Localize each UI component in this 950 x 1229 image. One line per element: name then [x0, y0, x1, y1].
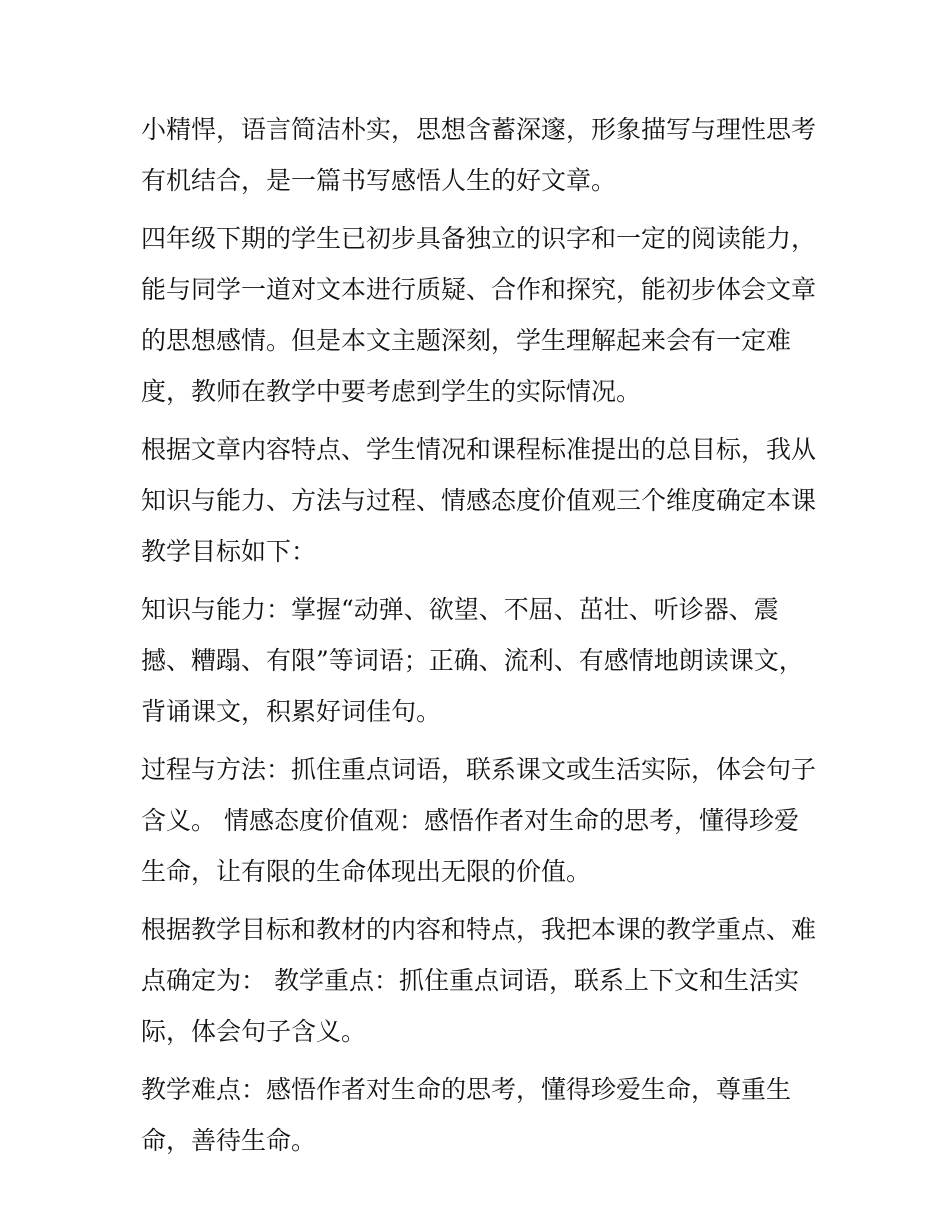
- paragraph-teaching-goals-intro: [141, 424, 821, 577]
- text-line: 教学目标如下：: [141, 537, 317, 566]
- text-line: 际，体会句子含义。: [141, 1017, 367, 1046]
- text-line: 命，善待生命。: [141, 1126, 317, 1155]
- text-line: 知识与能力、方法与过程、情感态度价值观三个维度确定本课: [141, 486, 817, 515]
- text-line: 小精悍，语言简洁朴实，思想含蓄深邃，形象描写与理性思考: [141, 115, 817, 144]
- text-line: 生命，让有限的生命体现出无限的价值。: [141, 857, 592, 886]
- text-line: 含义。 情感态度价值观：感悟作者对生命的思考，懂得珍爱: [141, 806, 799, 835]
- document-page: [141, 104, 821, 1173]
- text-line: 背诵课文，积累好词佳句。: [141, 697, 442, 726]
- text-line: 根据文章内容特点、学生情况和课程标准提出的总目标，我从: [141, 435, 817, 464]
- text-line: 根据教学目标和教材的内容和特点，我把本课的教学重点、难: [141, 915, 817, 944]
- text-line: 教学难点：感悟作者对生命的思考，懂得珍爱生命，尊重生: [141, 1075, 792, 1104]
- text-line: 的思想感情。但是本文主题深刻，学生理解起来会有一定难: [141, 326, 792, 355]
- text-line: 撼、糟蹋、有限”等词语；正确、流利、有感情地朗读课文，: [141, 646, 804, 675]
- paragraph-process-method: [141, 744, 821, 897]
- paragraph-intro-end: [141, 104, 821, 206]
- text-line: 知识与能力：掌握“动弹、欲望、不屈、茁壮、听诊器、震: [141, 595, 779, 624]
- text-line: 有机结合，是一篇书写感悟人生的好文章。: [141, 166, 617, 195]
- paragraph-student-analysis: [141, 213, 821, 417]
- text-line: 点确定为： 教学重点：抓住重点词语，联系上下文和生活实: [141, 966, 799, 995]
- text-line: 度，教师在教学中要考虑到学生的实际情况。: [141, 377, 642, 406]
- text-line: 过程与方法：抓住重点词语，联系课文或生活实际，体会句子: [141, 755, 817, 784]
- paragraph-knowledge-ability: [141, 584, 821, 737]
- text-line: 能与同学一道对文本进行质疑、合作和探究，能初步体会文章: [141, 275, 817, 304]
- paragraph-difficult-points: [141, 1064, 821, 1166]
- text-line: 四年级下期的学生已初步具备独立的识字和一定的阅读能力，: [141, 224, 817, 253]
- paragraph-key-points: [141, 904, 821, 1057]
